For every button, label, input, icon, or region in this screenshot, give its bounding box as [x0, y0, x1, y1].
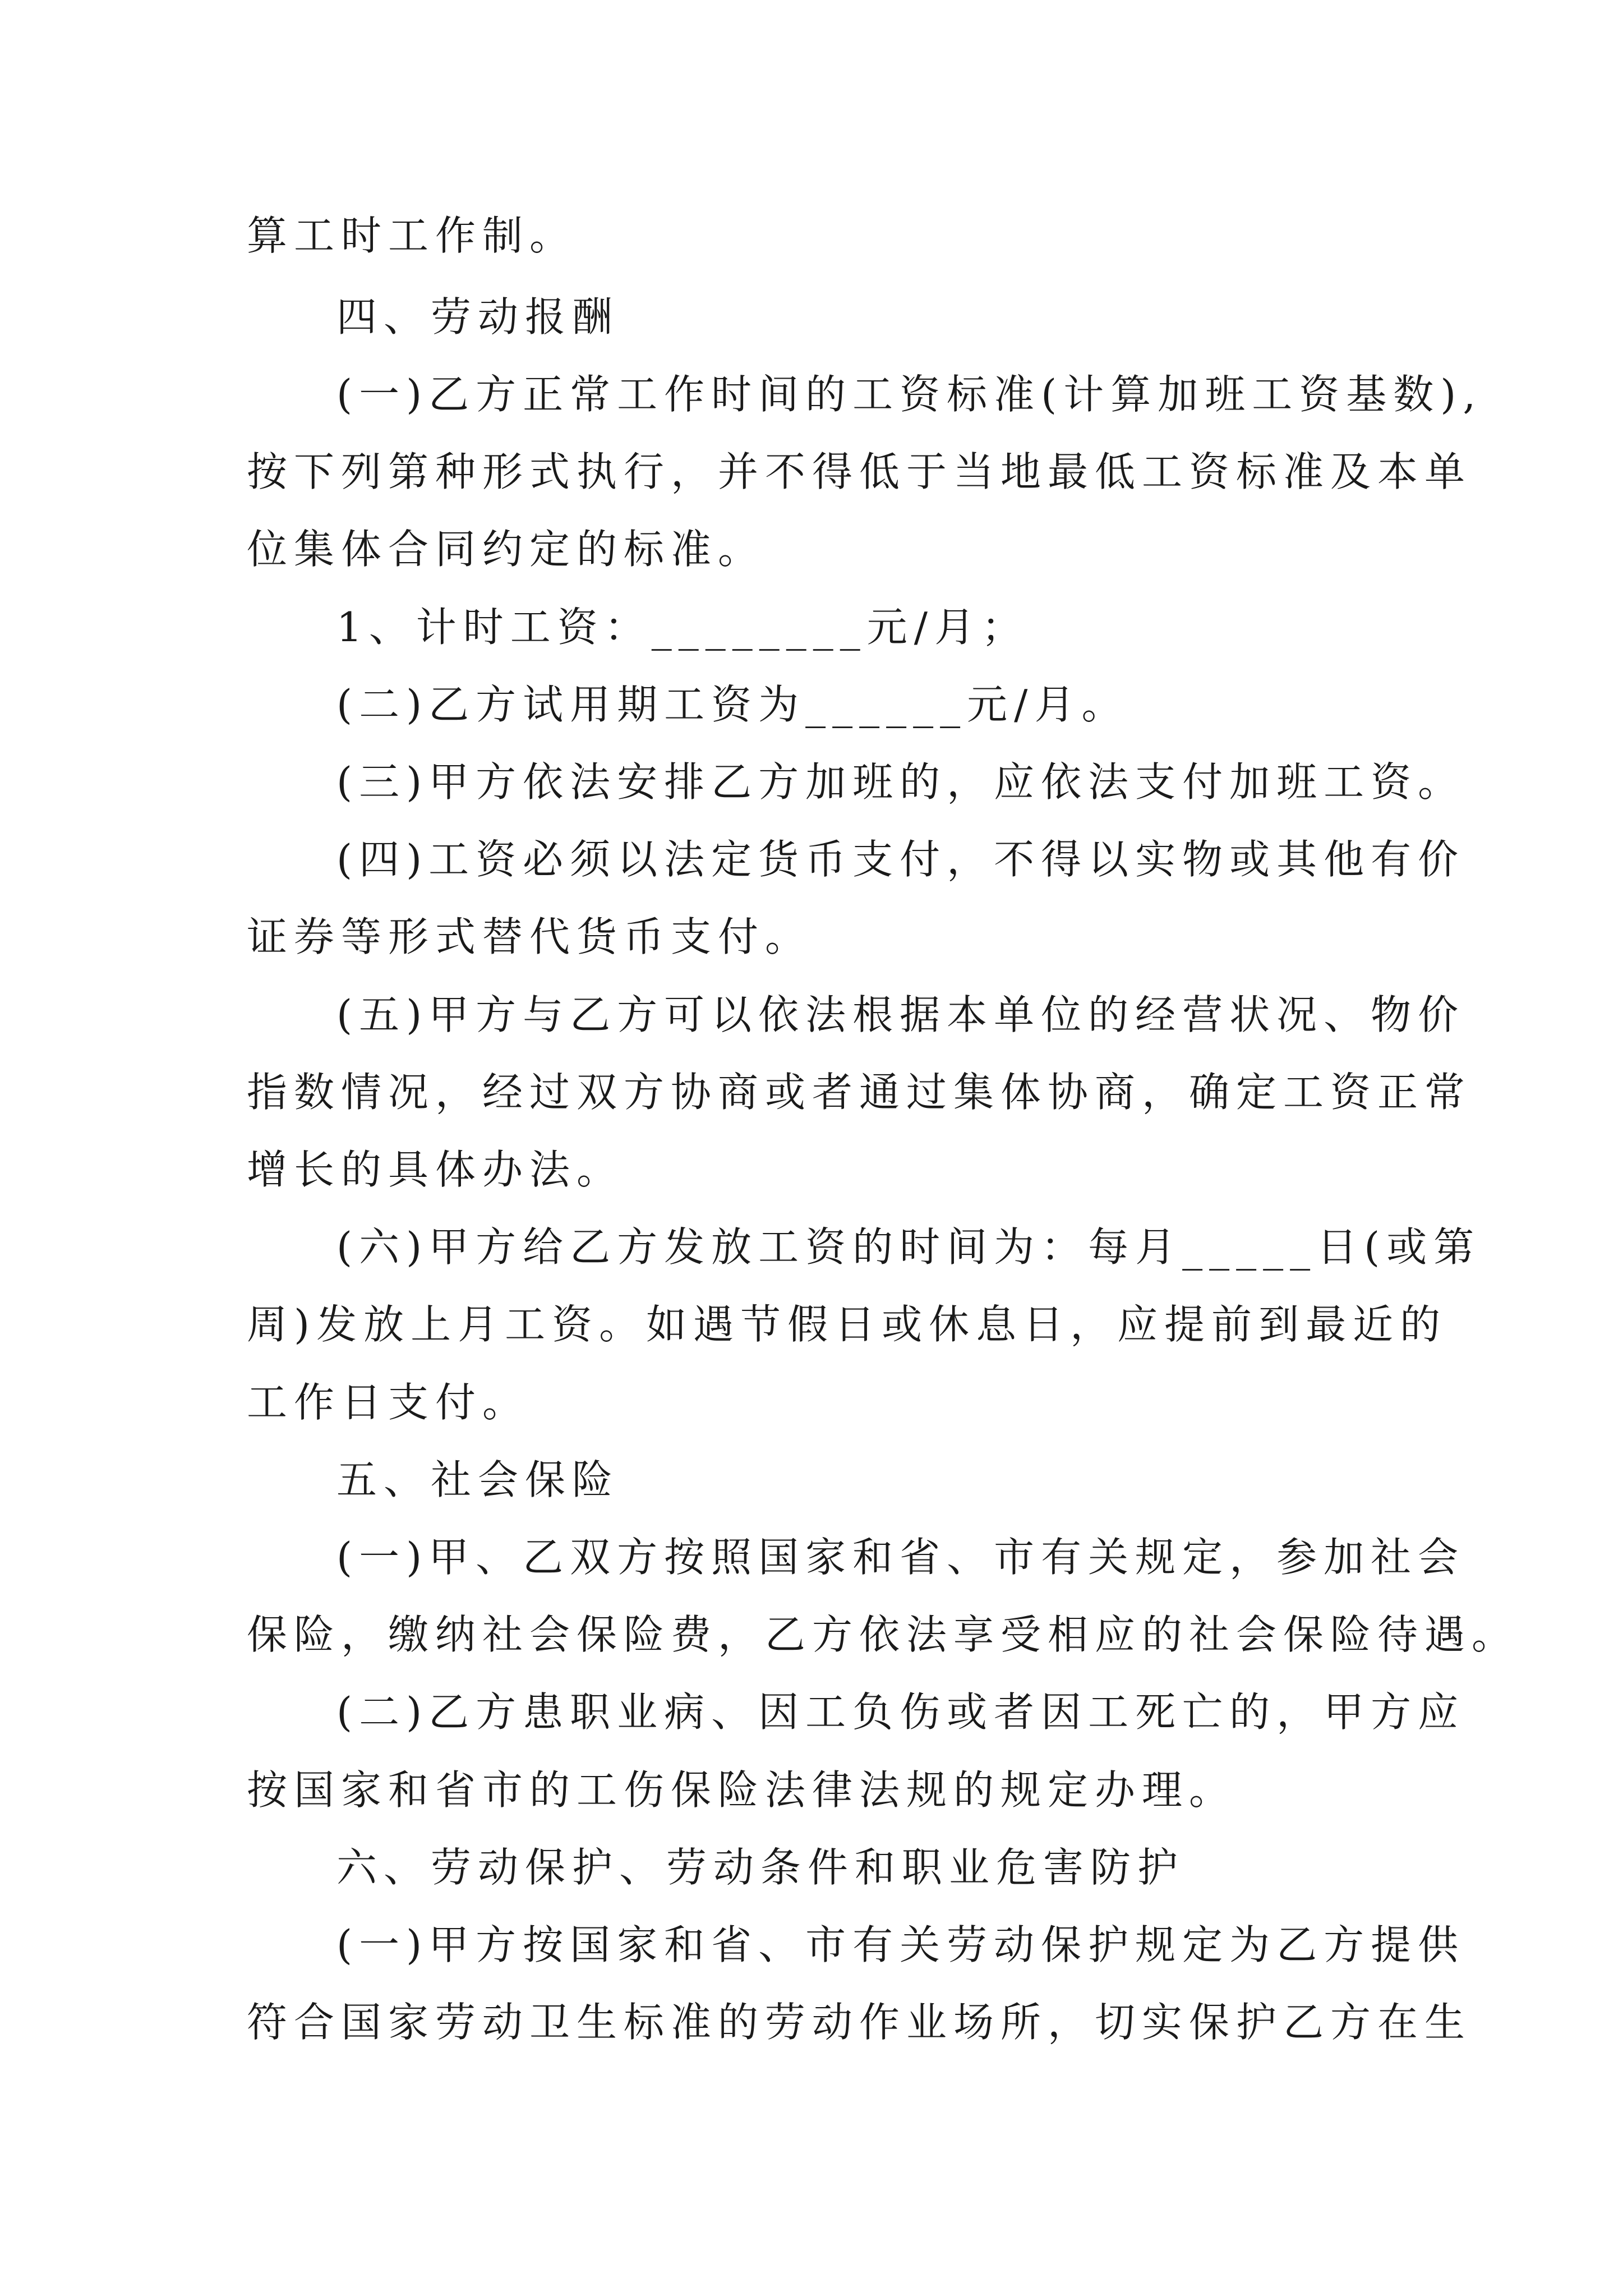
- text-line: 按下列第种形式执行，并不得低于当地最低工资标准及本单: [247, 448, 1472, 495]
- text-line: 工作日支付。: [247, 1379, 530, 1426]
- text-line: (六)甲方给乙方发放工资的时间为：每月_____日(或第: [336, 1223, 1481, 1271]
- text-line: (三)甲方依法安排乙方加班的，应依法支付加班工资。: [336, 758, 1465, 806]
- text-line: 按国家和省市的工伤保险法律法规的规定办理。: [247, 1766, 1237, 1814]
- text-line: 增长的具体办法。: [247, 1146, 624, 1193]
- text-line: 位集体合同约定的标准。: [247, 526, 766, 573]
- text-line: 周)发放上月工资。如遇节假日或休息日，应提前到最近的: [247, 1301, 1447, 1348]
- text-line: 符合国家劳动卫生标准的劳动作业场所，切实保护乙方在生: [247, 1999, 1472, 2046]
- text-line: (一)乙方正常工作时间的工资标准(计算加班工资基数),: [336, 371, 1483, 418]
- text-line: (二)乙方试用期工资为______元/月。: [336, 681, 1129, 728]
- text-line: 保险，缴纳社会保险费，乙方依法享受相应的社会保险待遇。: [247, 1611, 1519, 1658]
- text-line: (二)乙方患职业病、因工负伤或者因工死亡的，甲方应: [336, 1688, 1465, 1736]
- text-line: (一)甲方按国家和省、市有关劳动保护规定为乙方提供: [336, 1921, 1465, 1968]
- section-heading: 五、社会保险: [336, 1456, 620, 1503]
- text-line: 指数情况，经过双方协商或者通过集体协商，确定工资正常: [247, 1069, 1472, 1116]
- text-line: 证券等形式替代货币支付。: [247, 913, 813, 960]
- text-line: (一)甲、乙双方按照国家和省、市有关规定，参加社会: [336, 1534, 1465, 1581]
- section-heading: 四、劳动报酬: [336, 293, 620, 341]
- text-line: 1、计时工资：________元/月；: [336, 604, 1029, 651]
- text-line: (五)甲方与乙方可以依法根据本单位的经营状况、物价: [336, 991, 1465, 1038]
- text-line: 算工时工作制。: [247, 212, 577, 259]
- section-heading: 六、劳动保护、劳动条件和职业危害防护: [336, 1844, 1185, 1891]
- text-line: (四)工资必须以法定货币支付，不得以实物或其他有价: [336, 836, 1465, 883]
